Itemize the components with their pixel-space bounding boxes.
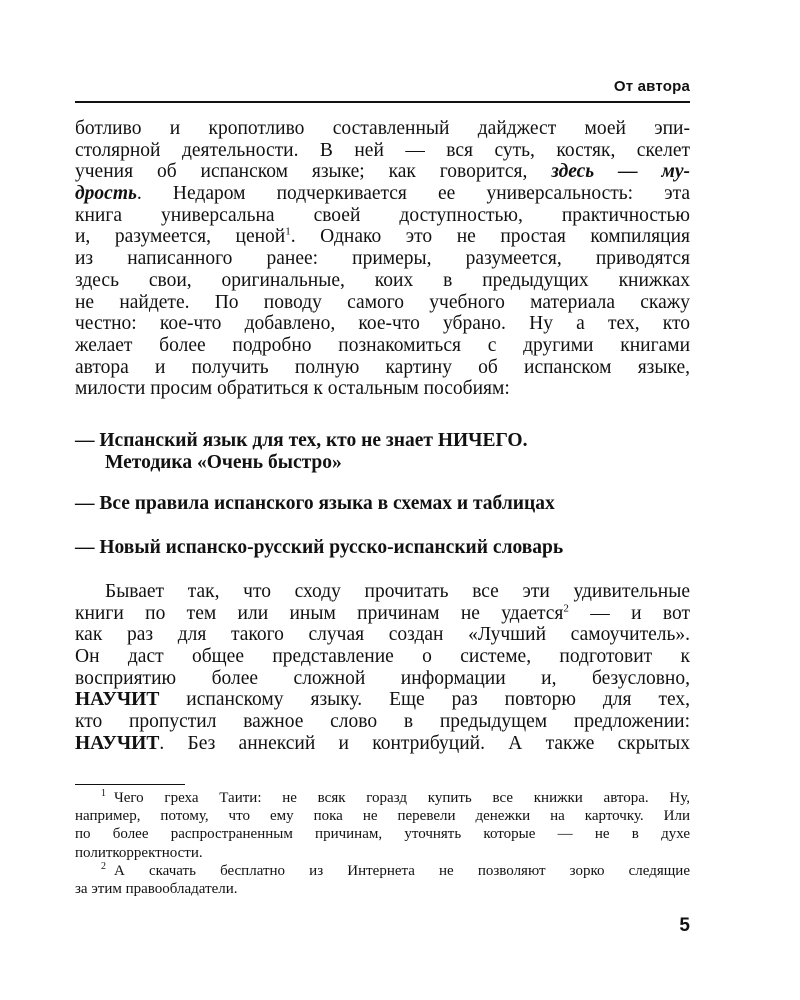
text-run: — и вот: [568, 602, 690, 624]
footnote-mark: 2: [101, 860, 106, 872]
footnote-ref-2: 2: [563, 602, 569, 615]
paragraph-2: [75, 581, 690, 755]
text-line: [75, 603, 690, 625]
text-line: автора и получить полную картину об испанском языке,: [75, 356, 690, 378]
text-line: милости просим обратиться к остальным пособиям:: [75, 378, 510, 400]
header-rule: [75, 101, 690, 103]
text-line: [75, 689, 690, 711]
emphasis-text: НАУЧИТ: [75, 732, 160, 754]
emphasis-text: дрость: [75, 183, 137, 205]
text-line: [75, 733, 690, 755]
book-list-item: [75, 537, 563, 559]
text-run: учения об испанском языке; как говорится,: [75, 161, 528, 183]
emphasis-text: НАУЧИТ: [75, 689, 160, 711]
footnote-1-line: например, потому, что ему пока не перевели денежки на карточку. Или: [75, 808, 690, 825]
book-title: — Испанский язык для тех, кто не знает НИЧЕГО.: [75, 430, 528, 451]
text-line: столярной деятельности. В ней — вся суть, костяк, скелет: [75, 139, 690, 161]
footnote-1-line: по более распространенным причинам, уточнять которые — не в духе: [75, 826, 690, 843]
footnotes: [75, 789, 690, 898]
text-line: желает более подробно познакомиться с другими книгами: [75, 334, 690, 356]
text-line: здесь свои, оригинальные, коих в предыдущих книжках: [75, 269, 690, 291]
footnote-1-line: политкорректности.: [75, 844, 203, 861]
text-run: . Однако это не простая компиляция: [290, 226, 690, 248]
text-line: как раз для такого случая создан «Лучший самоучитель».: [75, 624, 690, 646]
text-line: честно: кое-что добавлено, кое-что убрано. Ну а тех, кто: [75, 313, 690, 335]
footnote-separator: [75, 784, 185, 785]
footnote-text: Чего греха Таити: не всяк горазд купить все книжки автора. Ну,: [114, 790, 690, 806]
text-line: ботливо и кропотливо составленный дайджест моей эпи-: [75, 118, 690, 139]
text-line: кто пропустил важное слово в предыдущем предложении:: [75, 711, 690, 733]
emphasis-text: здесь — му-: [551, 161, 690, 183]
book-title: — Все правила испанского языка в схемах и таблицах: [75, 493, 555, 514]
text-line: из написанного ранее: примеры, разумеется, приводятся: [75, 248, 690, 270]
footnote-2-line: за этим правообладатели.: [75, 880, 238, 897]
page-number: 5: [679, 915, 690, 936]
text-run: . Недаром подчеркивается ее универсальность: эта: [136, 183, 690, 205]
footnote-mark: 1: [101, 788, 106, 799]
footnote-2-line: [75, 862, 690, 880]
text-run: книги по тем или иным причинам не удается: [75, 602, 564, 624]
book-subtitle: Методика «Очень быстро»: [105, 452, 342, 473]
text-run: испанскому языку. Еще раз повторю для тех,: [159, 689, 690, 711]
text-line: книга универсальна своей доступностью, практичностью: [75, 204, 690, 226]
book-title: — Новый испанско-русский русско-испанский словарь: [75, 537, 564, 558]
text-run: . Без аннексий и контрибуций. А также скрытых: [159, 732, 690, 754]
text-line: Он даст общее представление о системе, подготовит к: [75, 646, 690, 668]
text-line: не найдете. По поводу самого учебного материала скажу: [75, 291, 690, 313]
text-line: [75, 183, 690, 205]
footnote-text: А скачать бесплатно из Интернета не позволяют зорко следящие: [114, 862, 690, 879]
text-run: и, разумеется, ценой: [75, 226, 286, 248]
text-line: [75, 226, 690, 248]
book-list-item: [75, 430, 527, 474]
text-line: восприятию более сложной информации и, безусловно,: [75, 667, 690, 689]
text-line: Бывает так, что сходу прочитать все эти удивительные: [105, 581, 690, 602]
text-line: [75, 161, 690, 183]
book-list-item: [75, 493, 555, 515]
footnote-ref-1: 1: [285, 225, 291, 238]
running-head: От автора: [613, 78, 690, 95]
paragraph-1: [75, 118, 690, 400]
footnote-1-line: [75, 789, 690, 807]
